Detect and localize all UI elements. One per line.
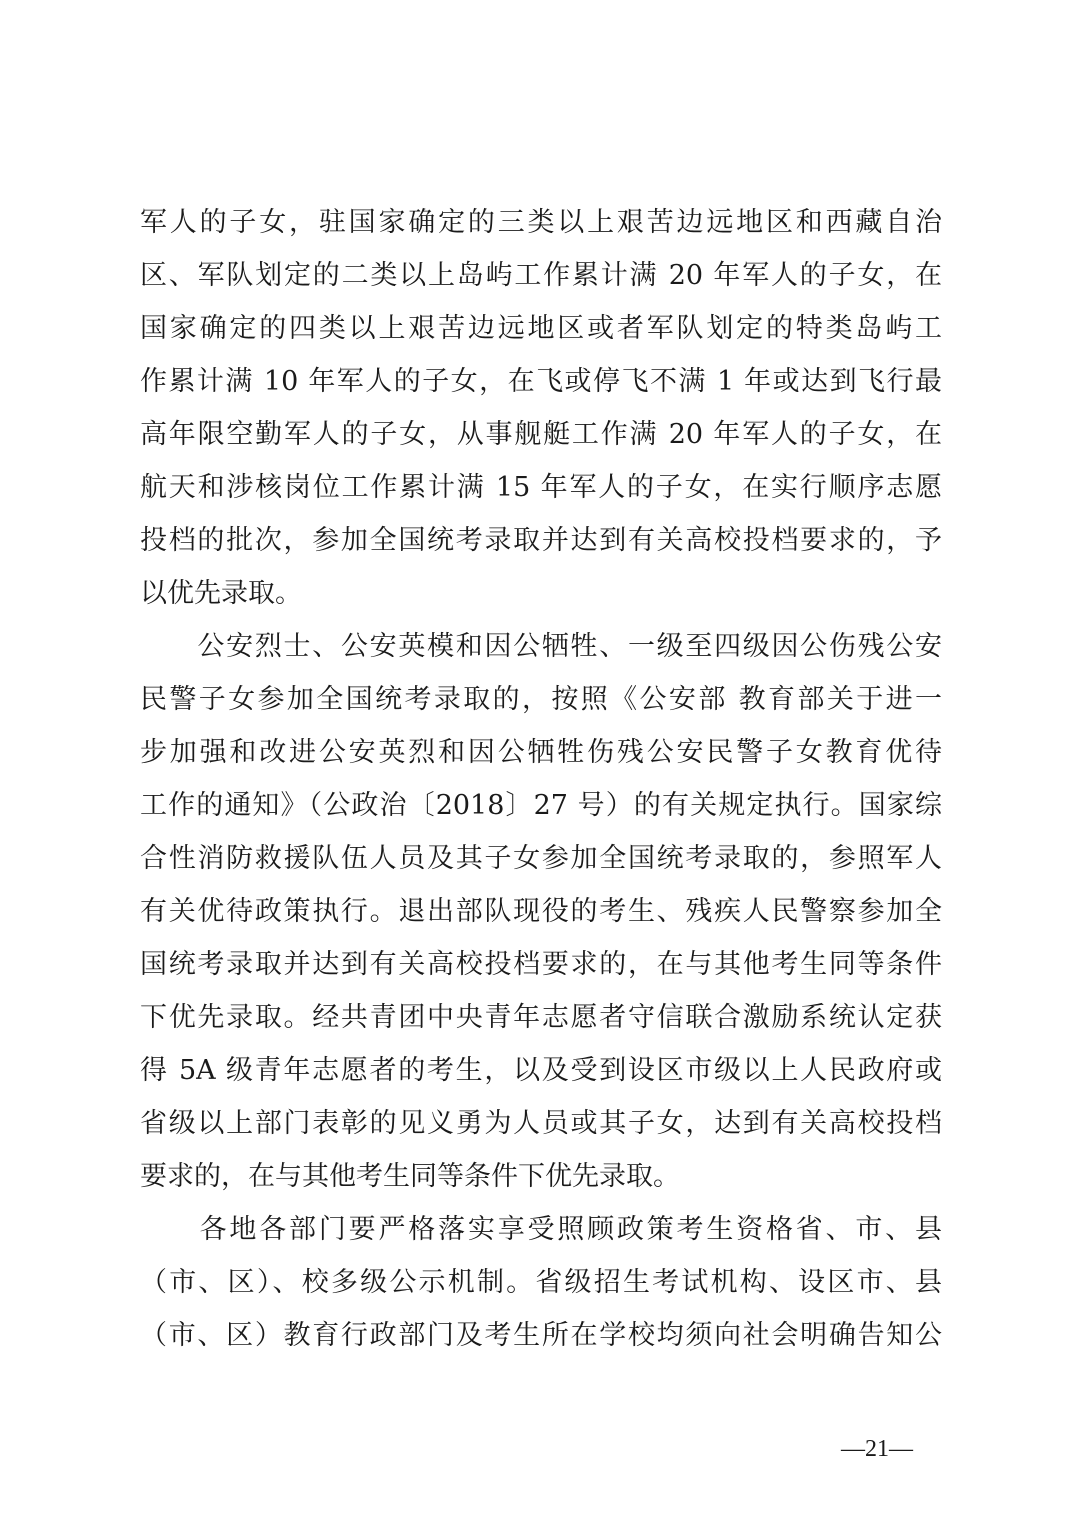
text-line: 工作的通知》（公政治〔2018〕27 号）的有关规定执行。国家综	[140, 790, 942, 821]
text-line: 省级以上部门表彰的见义勇为人员或其子女，达到有关高校投档	[140, 1108, 942, 1139]
text-line: 国统考录取并达到有关高校投档要求的，在与其他考生同等条件	[140, 949, 942, 980]
text-line: 军人的子女，驻国家确定的三类以上艰苦边远地区和西藏自治	[140, 207, 942, 238]
text-line: 有关优待政策执行。退出部队现役的考生、残疾人民警察参加全	[140, 896, 942, 927]
text-line: 下优先录取。经共青团中央青年志愿者守信联合激励系统认定获	[140, 1002, 942, 1033]
text-line: 区、军队划定的二类以上岛屿工作累计满 20 年军人的子女，在	[140, 260, 942, 291]
text-line: （市、区）教育行政部门及考生所在学校均须向社会明确告知公	[140, 1320, 942, 1351]
text-line: 得 5A 级青年志愿者的考生，以及受到设区市级以上人民政府或	[140, 1055, 942, 1086]
paragraph-start-line: 公安烈士、公安英模和因公牺牲、一级至四级因公伤残公安	[140, 631, 942, 662]
text-line: 高年限空勤军人的子女，从事舰艇工作满 20 年军人的子女，在	[140, 419, 942, 450]
text-line: 步加强和改进公安英烈和因公牺牲伤残公安民警子女教育优待	[140, 737, 942, 768]
text-line: 作累计满 10 年军人的子女，在飞或停飞不满 1 年或达到飞行最	[140, 366, 942, 397]
text-line: 航天和涉核岗位工作累计满 15 年军人的子女，在实行顺序志愿	[140, 472, 942, 503]
paragraph-end-line: 要求的，在与其他考生同等条件下优先录取。	[140, 1161, 680, 1192]
text-line: （市、区）、校多级公示机制。省级招生考试机构、设区市、县	[140, 1267, 942, 1298]
body-text	[140, 196, 942, 1362]
text-line: 投档的批次，参加全国统考录取并达到有关高校投档要求的，予	[140, 525, 942, 556]
text-line: 民警子女参加全国统考录取的，按照《公安部 教育部关于进一	[140, 684, 942, 715]
text-line: 国家确定的四类以上艰苦边远地区或者军队划定的特类岛屿工	[140, 313, 942, 344]
page-number: —21—	[841, 1436, 913, 1462]
text-line: 合性消防救援队伍人员及其子女参加全国统考录取的，参照军人	[140, 843, 942, 874]
paragraph-start-line: 各地各部门要严格落实享受照顾政策考生资格省、市、县	[140, 1214, 942, 1245]
paragraph-end-line: 以优先录取。	[140, 578, 302, 609]
